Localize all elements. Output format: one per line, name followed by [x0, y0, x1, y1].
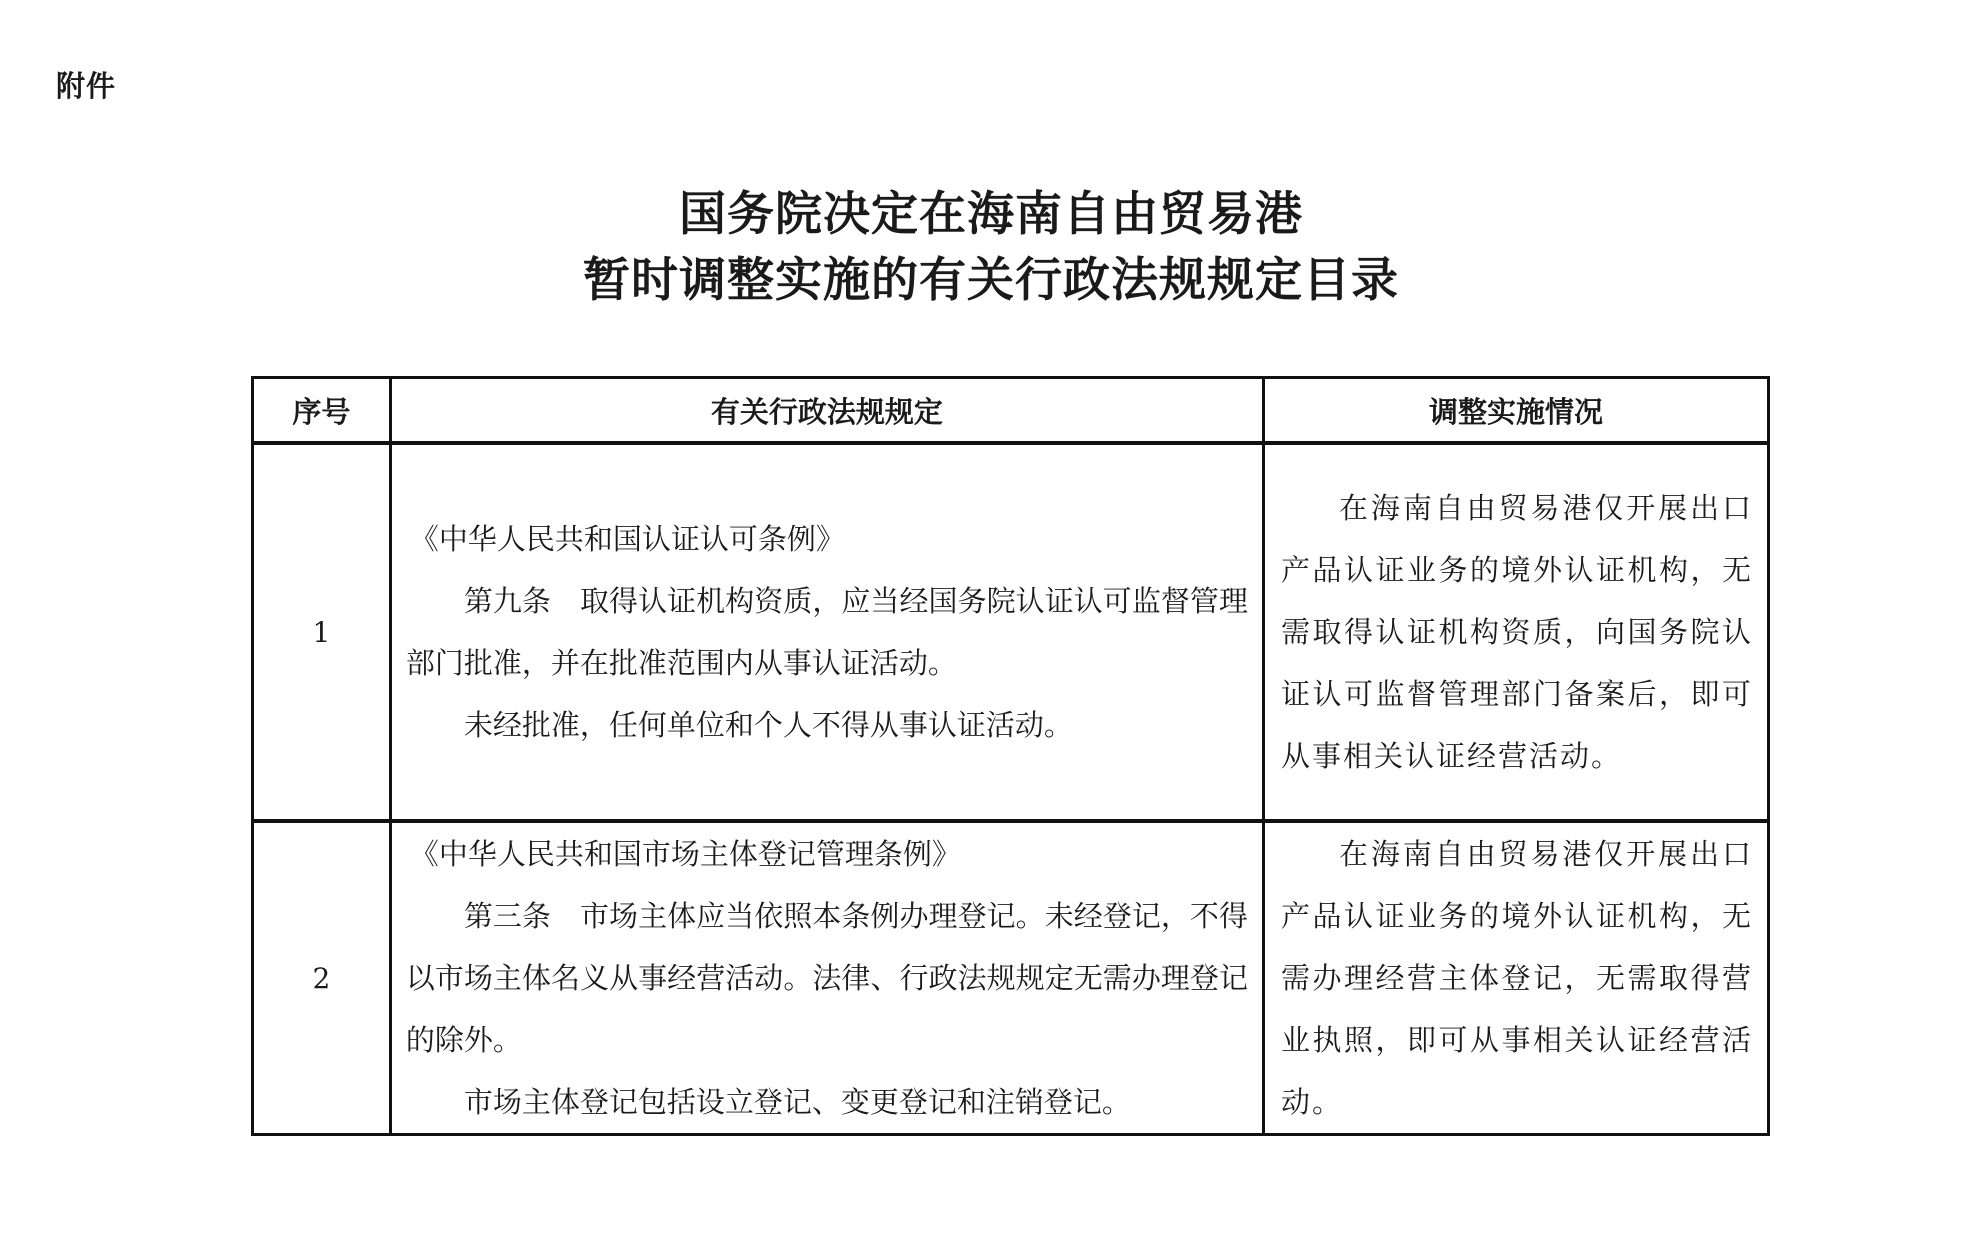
header-regulation: 有关行政法规规定 — [390, 378, 1263, 444]
row-number: 1 — [253, 443, 391, 821]
attachment-label: 附件 — [56, 69, 117, 103]
header-serial-number: 序号 — [253, 378, 391, 444]
adjustment-cell — [1263, 821, 1768, 1135]
title-line-2: 暂时调整实施的有关行政法规规定目录 — [583, 253, 1399, 308]
article-paragraph: 第三条 市场主体应当依照本条例办理登记。未经登记，不得以市场主体名义从事经营活动。法律、行政法规规定无需办理登记的除外。 — [405, 899, 1248, 1057]
regulation-table — [251, 376, 1770, 1136]
regulation-cell — [390, 443, 1263, 821]
adjustment-cell — [1263, 443, 1768, 821]
adjustment-text: 在海南自由贸易港仅开展出口产品认证业务的境外认证机构，无需办理经营主体登记，无需取得营业执照，即可从事相关认证经营活动。 — [1280, 837, 1753, 1119]
article-paragraph: 市场主体登记包括设立登记、变更登记和注销登记。 — [463, 1085, 1131, 1119]
article-paragraph: 第九条 取得认证机构资质，应当经国务院认证认可监督管理部门批准，并在批准范围内从事认证活动。 — [405, 584, 1248, 680]
law-name: 《中华人民共和国认证认可条例》 — [409, 522, 845, 556]
table-header-row — [253, 378, 1769, 444]
adjustment-text: 在海南自由贸易港仅开展出口产品认证业务的境外认证机构，无需取得认证机构资质，向国务院认证认可监督管理部门备案后，即可从事相关认证经营活动。 — [1280, 491, 1753, 773]
article-paragraph: 未经批准，任何单位和个人不得从事认证活动。 — [463, 708, 1073, 742]
title-line-1: 国务院决定在海南自由贸易港 — [679, 187, 1303, 242]
regulation-cell — [390, 821, 1263, 1135]
row-number: 2 — [253, 821, 391, 1135]
table-row — [253, 443, 1769, 821]
document-title — [0, 182, 1982, 314]
law-name: 《中华人民共和国市场主体登记管理条例》 — [409, 837, 961, 871]
table-row — [253, 821, 1769, 1135]
header-adjustment: 调整实施情况 — [1263, 378, 1768, 444]
